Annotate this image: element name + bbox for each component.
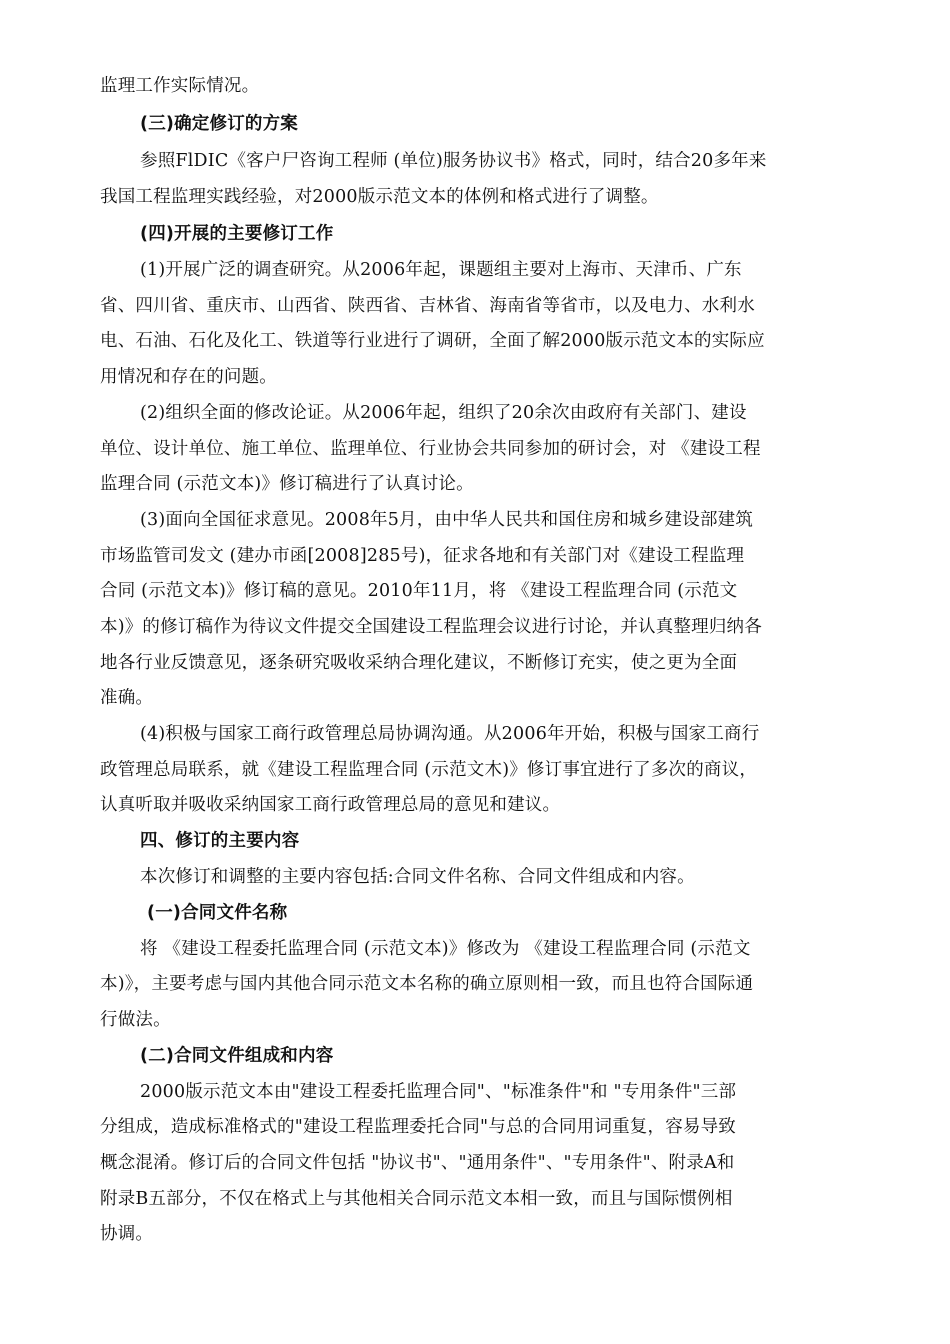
text-line: 将 《建设工程委托监理合同 (示范文本)》修改为 《建设工程监理合同 (示范文 xyxy=(140,939,751,959)
text-line: (2)组织全面的修改论证。从2006年起，组织了20余次由政府有关部门、建设 xyxy=(140,403,747,423)
text-line: (4)积极与国家工商行政管理总局协调沟通。从2006年开始，积极与国家工商行 xyxy=(140,724,760,744)
section-heading-1: (一)合同文件名称 xyxy=(147,903,288,923)
text-line: 概念混淆。修订后的合同文件包括 "协议书"、"通用条件"、"专用条件"、附录A和 xyxy=(100,1153,735,1173)
section-heading-3: (三)确定修订的方案 xyxy=(140,114,298,134)
text-line: 省、四川省、重庆市、山西省、陕西省、吉林省、海南省等省市，以及电力、水利水 xyxy=(100,296,755,316)
text-line: 单位、设计单位、施工单位、监理单位、行业协会共同参加的研讨会，对 《建设工程 xyxy=(100,439,761,459)
text-line: 本)》，主要考虑与国内其他合同示范文本名称的确立原则相一致，而且也符合国际通 xyxy=(100,974,754,994)
text-line: 行做法。 xyxy=(100,1010,171,1030)
text-line: 协调。 xyxy=(100,1224,154,1244)
text-line: 政管理总局联系，就《建设工程监理合同 (示范文木)》修订事宜进行了多次的商议， xyxy=(100,760,758,780)
text-line: 分组成，造成标准格式的"建设工程监理委托合同"与总的合同用词重复，容易导致 xyxy=(100,1117,736,1137)
text-line: 电、石油、石化及化工、铁道等行业进行了调研，全面了解2000版示范文本的实际应 xyxy=(100,331,765,351)
text-line: 监理合同 (示范文本)》修订稿进行了认真讨论。 xyxy=(100,474,474,494)
text-line: 用情况和存在的问题。 xyxy=(100,367,277,387)
text-line: 监理工作实际情况。 xyxy=(100,76,260,96)
section-heading-2: (二)合同文件组成和内容 xyxy=(140,1046,334,1066)
text-line: 地各行业反馈意见，逐条研究吸收采纳合理化建议，不断修订充实，使之更为全面 xyxy=(100,653,738,673)
chapter-heading-4: 四、修订的主要内容 xyxy=(140,831,300,851)
section-heading-4: (四)开展的主要修订工作 xyxy=(140,224,334,244)
text-line: 参照FlDIC《客户尸咨询工程师 (单位)服务协议书》格式，同时，结合20多年来 xyxy=(140,151,767,171)
text-line: 准确。 xyxy=(100,688,154,708)
text-line: (3)面向全国征求意见。2008年5月，由中华人民共和国住房和城乡建设部建筑 xyxy=(140,510,754,530)
text-line: 市场监管司发文 (建办市函[2008]285号)，征求各地和有关部门对《建设工程监理 xyxy=(100,546,745,566)
text-line: 附录B五部分，不仅在格式上与其他相关合同示范文本相一致，而且与国际惯例相 xyxy=(100,1189,733,1209)
text-line: 我国工程监理实践经验，对2000版示范文本的体例和格式进行了调整。 xyxy=(100,187,659,207)
text-line: (1)开展广泛的调查研究。从2006年起，课题组主要对上海市、天津币、广东 xyxy=(140,260,742,280)
text-line: 本次修订和调整的主要内容包括:合同文件名称、合同文件组成和内容。 xyxy=(140,867,695,887)
text-line: 认真听取并吸收采纳国家工商行政管理总局的意见和建议。 xyxy=(100,795,561,815)
text-line: 2000版示范文本由"建设工程委托监理合同"、"标准条件"和 "专用条件"三部 xyxy=(140,1082,737,1102)
text-line: 合同 (示范文本)》修订稿的意见。2010年11月，将 《建设工程监理合同 (示范文 xyxy=(100,581,738,601)
text-line: 本)》的修订稿作为待议文件提交全国建设工程监理会议进行讨论，并认真整理归纳各 xyxy=(100,617,762,637)
